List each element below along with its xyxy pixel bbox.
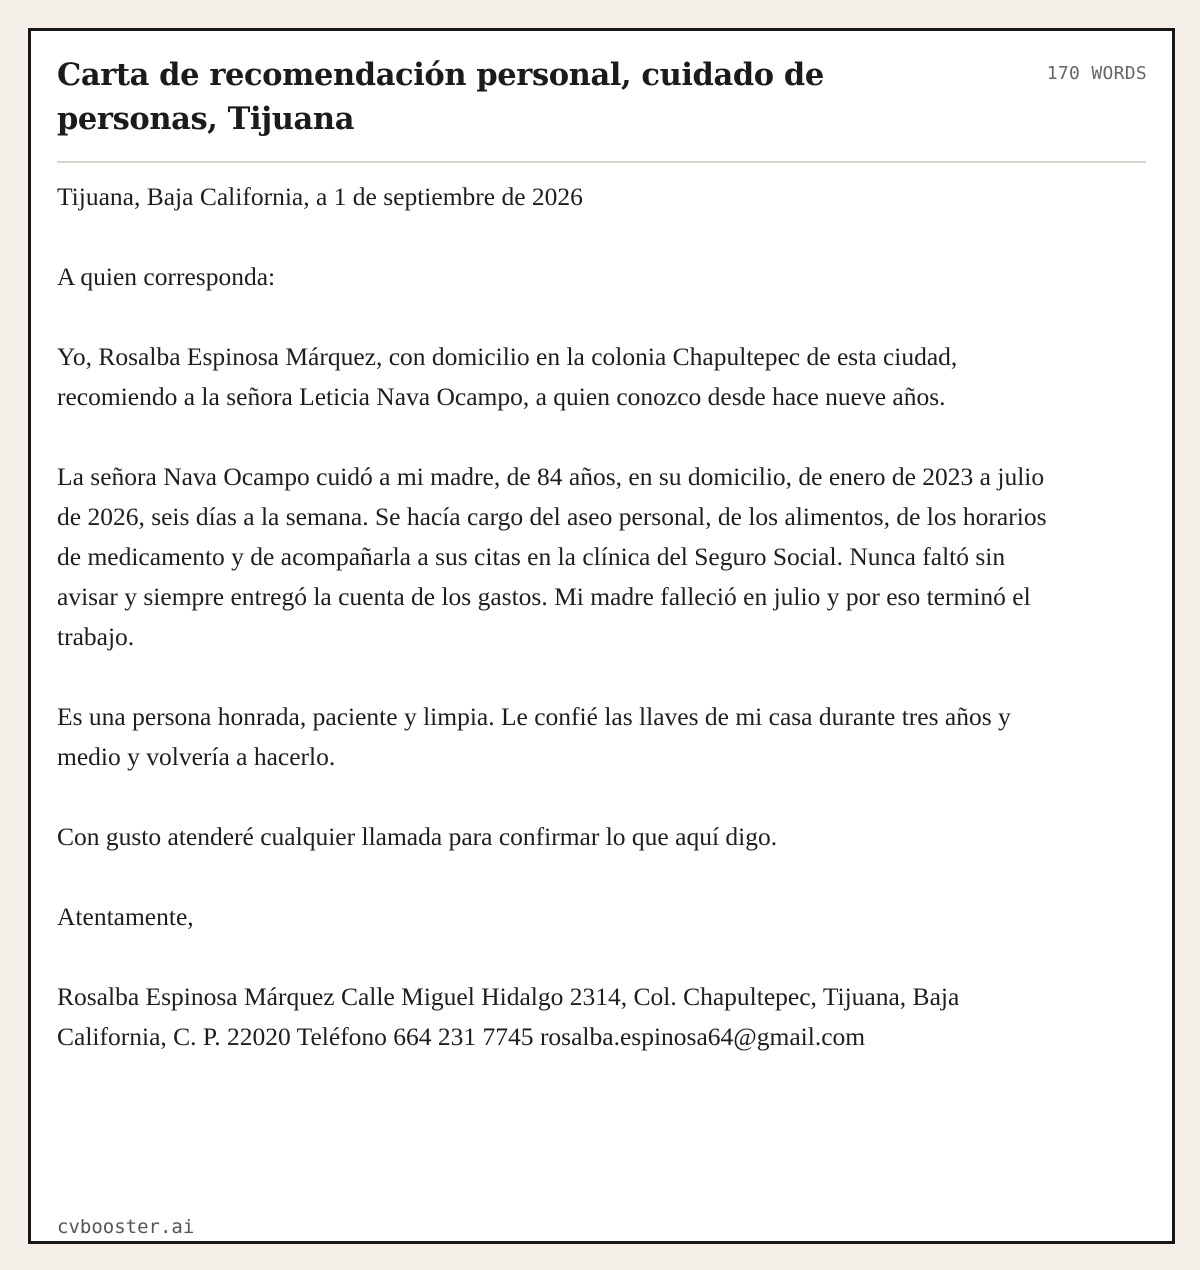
- salutation: A quien corresponda:: [57, 262, 276, 291]
- brand-watermark: cvbooster.ai: [57, 1216, 195, 1238]
- paragraph-offer-contact: Con gusto atenderé cualquier llamada para confirmar lo que aquí digo.: [57, 822, 778, 851]
- letter-body: [57, 177, 1057, 1057]
- closing: Atentamente,: [57, 902, 194, 931]
- word-count-badge: 170 WORDS: [1046, 63, 1147, 84]
- paragraph-experience: La señora Nava Ocampo cuidó a mi madre, de 84 años, en su domicilio, de enero de 2023 a julio de 2026, seis días a la semana. Se hacía cargo del aseo personal, de los alimentos, de los horarios de medicamento y de acompañarla a sus citas en la clínica del Seguro Social. Nunca faltó sin avisar y siempre entregó la cuenta de los gastos. Mi madre falleció en julio y por eso terminó el trabajo.: [57, 462, 1047, 651]
- document-header: [57, 53, 1147, 163]
- letter-card: [28, 28, 1175, 1244]
- signature-email: rosalba.espinosa64@gmail.com: [539, 1022, 866, 1051]
- signature-phone: Teléfono 664 231 7745: [296, 1022, 534, 1051]
- signature-block: [57, 977, 1057, 1057]
- paragraph-introduction: Yo, Rosalba Espinosa Márquez, con domicilio en la colonia Chapultepec de esta ciudad, recomiendo a la señora Leticia Nava Ocampo, a quien conozco desde hace nueve años.: [57, 342, 958, 411]
- signature-name: Rosalba Espinosa Márquez: [57, 982, 335, 1011]
- date-line: Tijuana, Baja California, a 1 de septiembre de 2026: [57, 182, 583, 211]
- document-title: Carta de recomendación personal, cuidado de personas, Tijuana: [57, 57, 824, 137]
- signature-address: Calle Miguel Hidalgo 2314, Col. Chapultepec, Tijuana, Baja California, C. P. 22020: [57, 982, 960, 1051]
- header-divider: [57, 161, 1146, 163]
- paragraph-character: Es una persona honrada, paciente y limpia. Le confié las llaves de mi casa durante tres años y medio y volvería a hacerlo.: [57, 702, 1011, 771]
